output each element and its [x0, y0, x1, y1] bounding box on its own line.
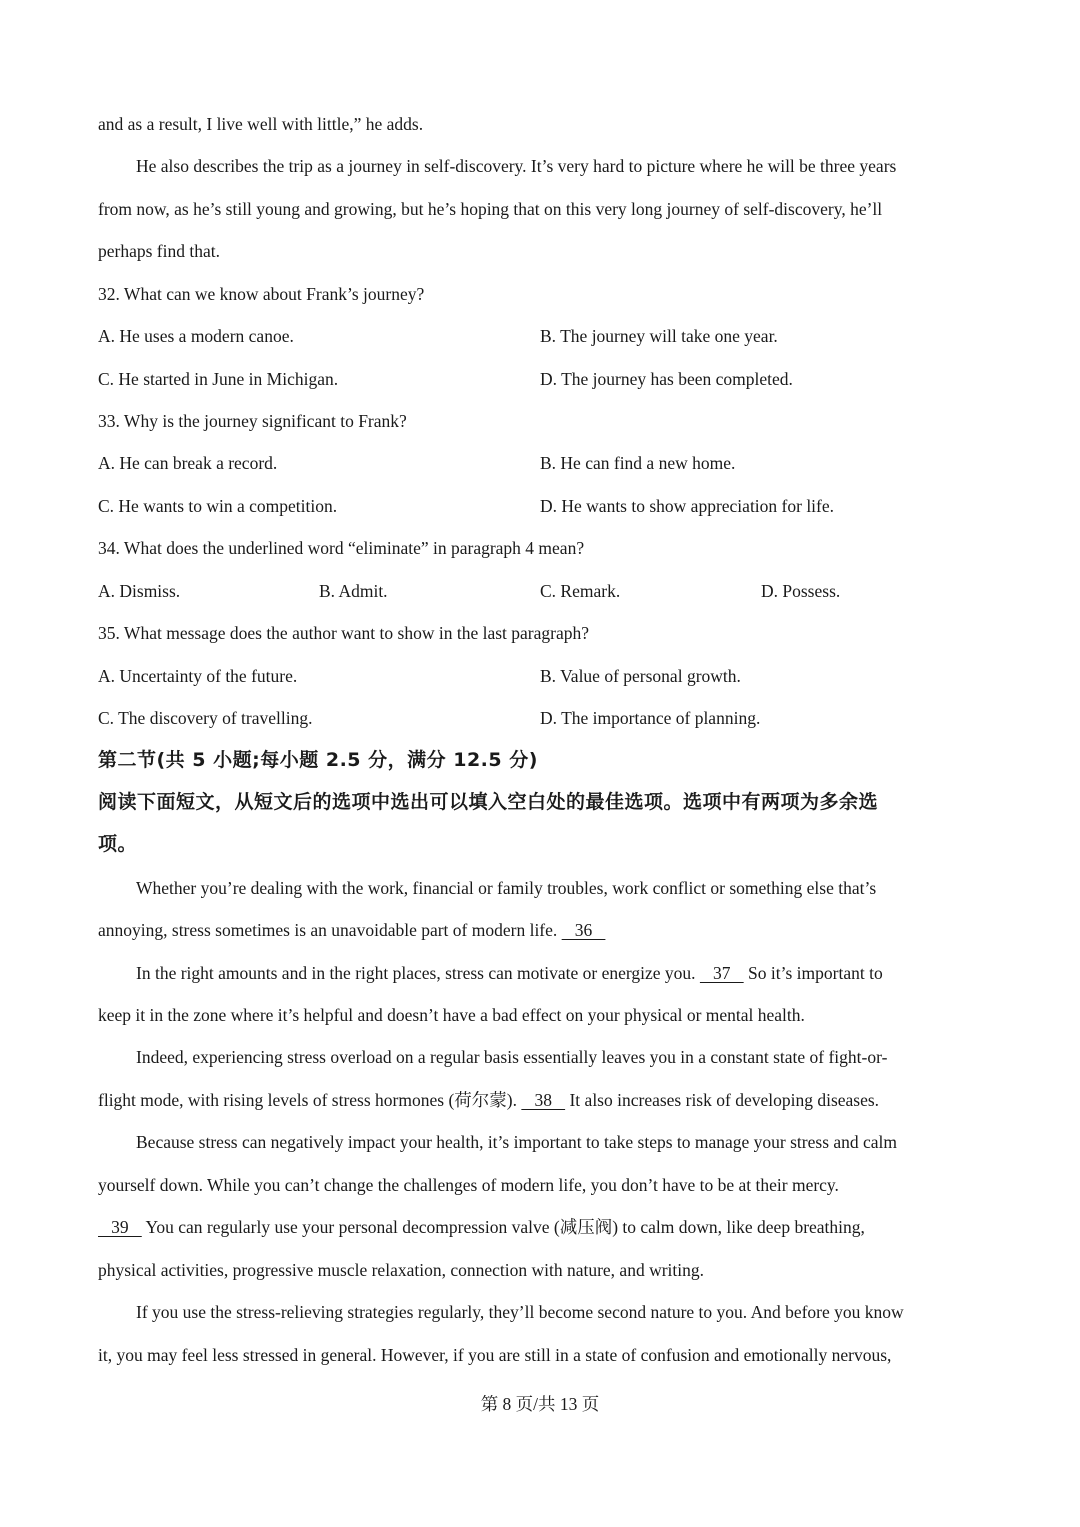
question-33-stem: 33. Why is the journey significant to Frank? — [98, 411, 407, 431]
question-35-option-a: A. Uncertainty of the future. — [98, 666, 298, 686]
passage-line: from now, as he’s still young and growing, but he’s hoping that on this very long journey of self-discovery, he’ll — [98, 199, 883, 219]
question-35-stem: 35. What message does the author want to show in the last paragraph? — [98, 623, 589, 643]
blank-38: 38 — [521, 1090, 566, 1110]
question-32-stem: 32. What can we know about Frank’s journey? — [98, 284, 425, 304]
passage-line — [98, 1215, 865, 1239]
blank-37: 37 — [699, 963, 744, 983]
passage-text: In the right amounts and in the right places, stress can motivate or energize you. — [136, 963, 696, 983]
passage-line: Because stress can negatively impact your health, it’s important to take steps to manage your stress and calm — [136, 1132, 898, 1152]
blank-39: 39 — [98, 1217, 142, 1237]
question-33-option-c: C. He wants to win a competition. — [98, 496, 338, 516]
section-heading: 第二节(共 5 小题;每小题 2.5 分，满分 12.5 分) — [98, 749, 538, 771]
passage-text: So it’s important to — [748, 963, 883, 983]
page-number: 第 8 页/共 13 页 — [480, 1394, 600, 1414]
passage-line: yourself down. While you can’t change the challenges of modern life, you don’t have to be at their mercy. — [98, 1175, 839, 1195]
section-instruction: 项。 — [98, 833, 138, 855]
passage-line — [136, 961, 883, 985]
passage-line — [98, 1088, 879, 1112]
question-32-option-b: B. The journey will take one year. — [540, 326, 778, 346]
question-34-option-b: B. Admit. — [319, 581, 388, 601]
question-33-option-a: A. He can break a record. — [98, 453, 278, 473]
question-33-option-d: D. He wants to show appreciation for life. — [540, 496, 835, 516]
passage-line: He also describes the trip as a journey in self-discovery. It’s very hard to picture where he will be three years — [136, 156, 897, 176]
passage-line — [98, 918, 605, 942]
question-35-option-c: C. The discovery of travelling. — [98, 708, 313, 728]
passage-line: perhaps find that. — [98, 241, 220, 261]
blank-36: 36 — [561, 920, 606, 940]
question-32-option-a: A. He uses a modern canoe. — [98, 326, 294, 346]
passage-line: it, you may feel less stressed in general. However, if you are still in a state of confusion and emotionally nervous, — [98, 1345, 892, 1365]
question-32-option-c: C. He started in June in Michigan. — [98, 369, 339, 389]
passage-line: physical activities, progressive muscle relaxation, connection with nature, and writing. — [98, 1260, 705, 1280]
question-34-option-d: D. Possess. — [761, 581, 841, 601]
passage-text: annoying, stress sometimes is an unavoidable part of modern life. — [98, 920, 558, 940]
question-34-stem: 34. What does the underlined word “eliminate” in paragraph 4 mean? — [98, 538, 585, 558]
question-34-option-a: A. Dismiss. — [98, 581, 181, 601]
passage-line: keep it in the zone where it’s helpful and doesn’t have a bad effect on your physical or mental health. — [98, 1005, 805, 1025]
passage-line: and as a result, I live well with little,” he adds. — [98, 114, 424, 134]
question-32-option-d: D. The journey has been completed. — [540, 369, 793, 389]
question-33-option-b: B. He can find a new home. — [540, 453, 736, 473]
passage-line: Whether you’re dealing with the work, financial or family troubles, work conflict or something else that’s — [136, 878, 877, 898]
passage-line: If you use the stress-relieving strategies regularly, they’ll become second nature to you. And before you know — [136, 1302, 904, 1322]
passage-line: Indeed, experiencing stress overload on a regular basis essentially leaves you in a constant state of fight-or- — [136, 1047, 888, 1067]
passage-text: You can regularly use your personal decompression valve (减压阀) to calm down, like deep breathing, — [145, 1217, 865, 1237]
question-35-option-b: B. Value of personal growth. — [540, 666, 741, 686]
passage-text: flight mode, with rising levels of stress hormones (荷尔蒙). — [98, 1090, 517, 1110]
question-35-option-d: D. The importance of planning. — [540, 708, 761, 728]
passage-text: It also increases risk of developing diseases. — [569, 1090, 880, 1110]
question-34-option-c: C. Remark. — [540, 581, 621, 601]
section-instruction: 阅读下面短文，从短文后的选项中选出可以填入空白处的最佳选项。选项中有两项为多余选 — [98, 791, 879, 813]
